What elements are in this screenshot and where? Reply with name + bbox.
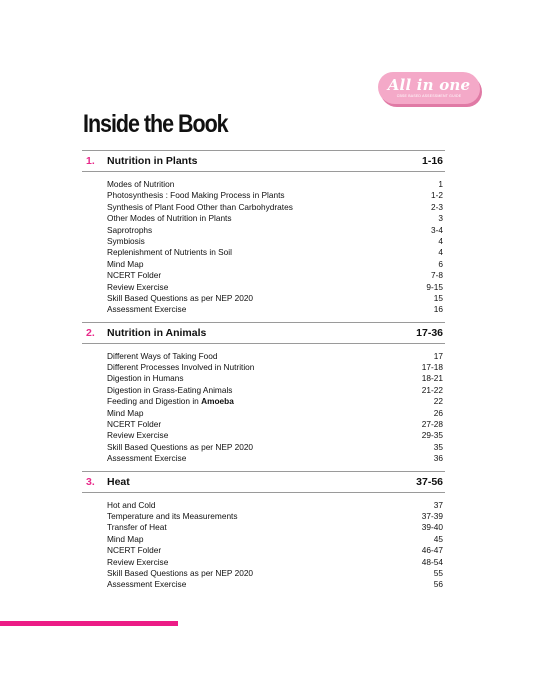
- topic-title: Synthesis of Plant Food Other than Carbohydrates: [107, 201, 293, 212]
- topic-row[interactable]: [107, 419, 443, 430]
- accent-bar: [0, 621, 178, 626]
- topic-list: [82, 179, 445, 316]
- topic-row[interactable]: [107, 213, 443, 224]
- topic-row[interactable]: [107, 190, 443, 201]
- topic-title: Assessment Exercise: [107, 579, 187, 590]
- topic-pages: 29-35: [421, 430, 443, 441]
- topic-title: Mind Map: [107, 407, 144, 418]
- topic-title: Saprotrophs: [107, 224, 153, 235]
- topic-row[interactable]: [107, 453, 443, 464]
- chapter-title: Nutrition in Animals: [107, 326, 207, 339]
- topic-title: Different Processes Involved in Nutrition: [107, 362, 255, 373]
- topic-pages: 3-4: [431, 224, 443, 235]
- topic-pages: 27-28: [421, 419, 443, 430]
- chapter-pages: 1-16: [421, 155, 443, 167]
- topic-row[interactable]: [107, 385, 443, 396]
- logo-text: All in one: [387, 76, 471, 94]
- chapter-pages: 17-36: [416, 326, 443, 339]
- page-title: Inside the Book: [83, 110, 228, 138]
- topic-row[interactable]: [107, 579, 443, 590]
- topic-title: NCERT Folder: [107, 270, 162, 281]
- topic-pages: 37-39: [421, 510, 443, 521]
- topic-title: Skill Based Questions as per NEP 2020: [107, 441, 254, 452]
- topic-pages: 3: [438, 213, 443, 224]
- topic-pages: 36: [433, 453, 443, 464]
- topic-row[interactable]: [107, 282, 443, 293]
- table-of-contents: [82, 150, 445, 597]
- topic-pages: 17-18: [421, 362, 443, 373]
- topic-title: Digestion in Grass-Eating Animals: [107, 384, 233, 395]
- topic-title: Assessment Exercise: [107, 304, 187, 315]
- topic-pages: 6: [438, 258, 443, 269]
- chapter-header[interactable]: [82, 322, 445, 344]
- topic-pages: 1-2: [431, 190, 443, 201]
- topic-row[interactable]: [107, 259, 443, 270]
- topic-title: Other Modes of Nutrition in Plants: [107, 213, 232, 224]
- topic-pages: 18-21: [421, 373, 443, 384]
- topic-pages: 21-22: [421, 384, 443, 395]
- topic-pages: 35: [433, 441, 443, 452]
- topic-pages: 55: [433, 567, 443, 578]
- chapter-title: Heat: [107, 475, 130, 488]
- topic-row[interactable]: [107, 179, 443, 190]
- topic-row[interactable]: [107, 373, 443, 384]
- chapter-number: 3.: [86, 475, 95, 488]
- topic-title: Review Exercise: [107, 556, 169, 567]
- topic-pages: 26: [433, 407, 443, 418]
- topic-list: [82, 500, 445, 591]
- topic-row[interactable]: [107, 522, 443, 533]
- chapter-section: [82, 322, 445, 465]
- topic-title: Mind Map: [107, 258, 144, 269]
- topic-row[interactable]: [107, 442, 443, 453]
- topic-title: Skill Based Questions as per NEP 2020: [107, 292, 254, 303]
- topic-row[interactable]: [107, 500, 443, 511]
- topic-pages: 39-40: [421, 522, 443, 533]
- topic-row[interactable]: [107, 568, 443, 579]
- topic-title: Transfer of Heat: [107, 522, 167, 533]
- topic-row[interactable]: [107, 545, 443, 556]
- topic-title: Modes of Nutrition: [107, 179, 175, 189]
- chapter-section: [82, 471, 445, 591]
- chapter-title: Nutrition in Plants: [107, 155, 198, 167]
- topic-pages: 46-47: [421, 545, 443, 556]
- topic-pages: 45: [433, 533, 443, 544]
- topic-title: Review Exercise: [107, 430, 169, 441]
- chapter-header[interactable]: [82, 471, 445, 493]
- topic-pages: 9-15: [426, 281, 443, 292]
- topic-pages: 4: [438, 235, 443, 246]
- topic-title: Different Ways of Taking Food: [107, 350, 218, 361]
- topic-pages: 16: [433, 304, 443, 315]
- chapter-pages: 37-56: [416, 475, 443, 488]
- topic-row[interactable]: [107, 408, 443, 419]
- topic-title: Skill Based Questions as per NEP 2020: [107, 567, 254, 578]
- chapter-number: 1.: [86, 155, 95, 167]
- topic-row[interactable]: [107, 247, 443, 258]
- topic-title: Review Exercise: [107, 281, 169, 292]
- topic-row[interactable]: [107, 534, 443, 545]
- topic-title: Symbiosis: [107, 235, 145, 246]
- topic-title: Feeding and Digestion in Amoeba: [107, 396, 234, 407]
- chapter-header[interactable]: [82, 150, 445, 172]
- topic-pages: 37: [433, 499, 443, 510]
- topic-row[interactable]: [107, 304, 443, 315]
- topic-title: Temperature and its Measurements: [107, 510, 238, 521]
- topic-row[interactable]: [107, 511, 443, 522]
- topic-title: Assessment Exercise: [107, 453, 187, 464]
- topic-title: NCERT Folder: [107, 545, 162, 556]
- topic-row[interactable]: [107, 557, 443, 568]
- topic-pages: 48-54: [421, 556, 443, 567]
- topic-row[interactable]: [107, 202, 443, 213]
- topic-row[interactable]: [107, 362, 443, 373]
- emphasized-term: Amoeba: [201, 396, 234, 407]
- topic-row[interactable]: [107, 225, 443, 236]
- brand-logo: [378, 72, 480, 104]
- topic-row[interactable]: [107, 351, 443, 362]
- topic-pages: 7-8: [431, 270, 443, 281]
- chapter-number: 2.: [86, 326, 95, 339]
- topic-pages: 15: [433, 292, 443, 303]
- topic-title: Hot and Cold: [107, 499, 156, 510]
- topic-pages: 17: [433, 350, 443, 361]
- topic-row[interactable]: [107, 236, 443, 247]
- topic-row[interactable]: [107, 270, 443, 281]
- topic-title: Photosynthesis : Food Making Process in Plants: [107, 190, 285, 201]
- chapter-section: [82, 150, 445, 316]
- logo-tagline: CBSE BASED ASSESSMENT GUIDE: [396, 94, 462, 98]
- topic-row[interactable]: [107, 293, 443, 304]
- topic-title: Digestion in Humans: [107, 373, 184, 384]
- topic-pages: 22: [433, 396, 443, 407]
- topic-list: [82, 351, 445, 465]
- topic-row[interactable]: [107, 396, 443, 407]
- topic-pages: 2-3: [431, 201, 443, 212]
- topic-pages: 56: [433, 579, 443, 590]
- topic-title: NCERT Folder: [107, 419, 162, 430]
- topic-pages: 4: [438, 247, 443, 258]
- topic-title: Replenishment of Nutrients in Soil: [107, 247, 232, 258]
- topic-pages: 1: [438, 179, 443, 189]
- topic-row[interactable]: [107, 430, 443, 441]
- topic-title: Mind Map: [107, 533, 144, 544]
